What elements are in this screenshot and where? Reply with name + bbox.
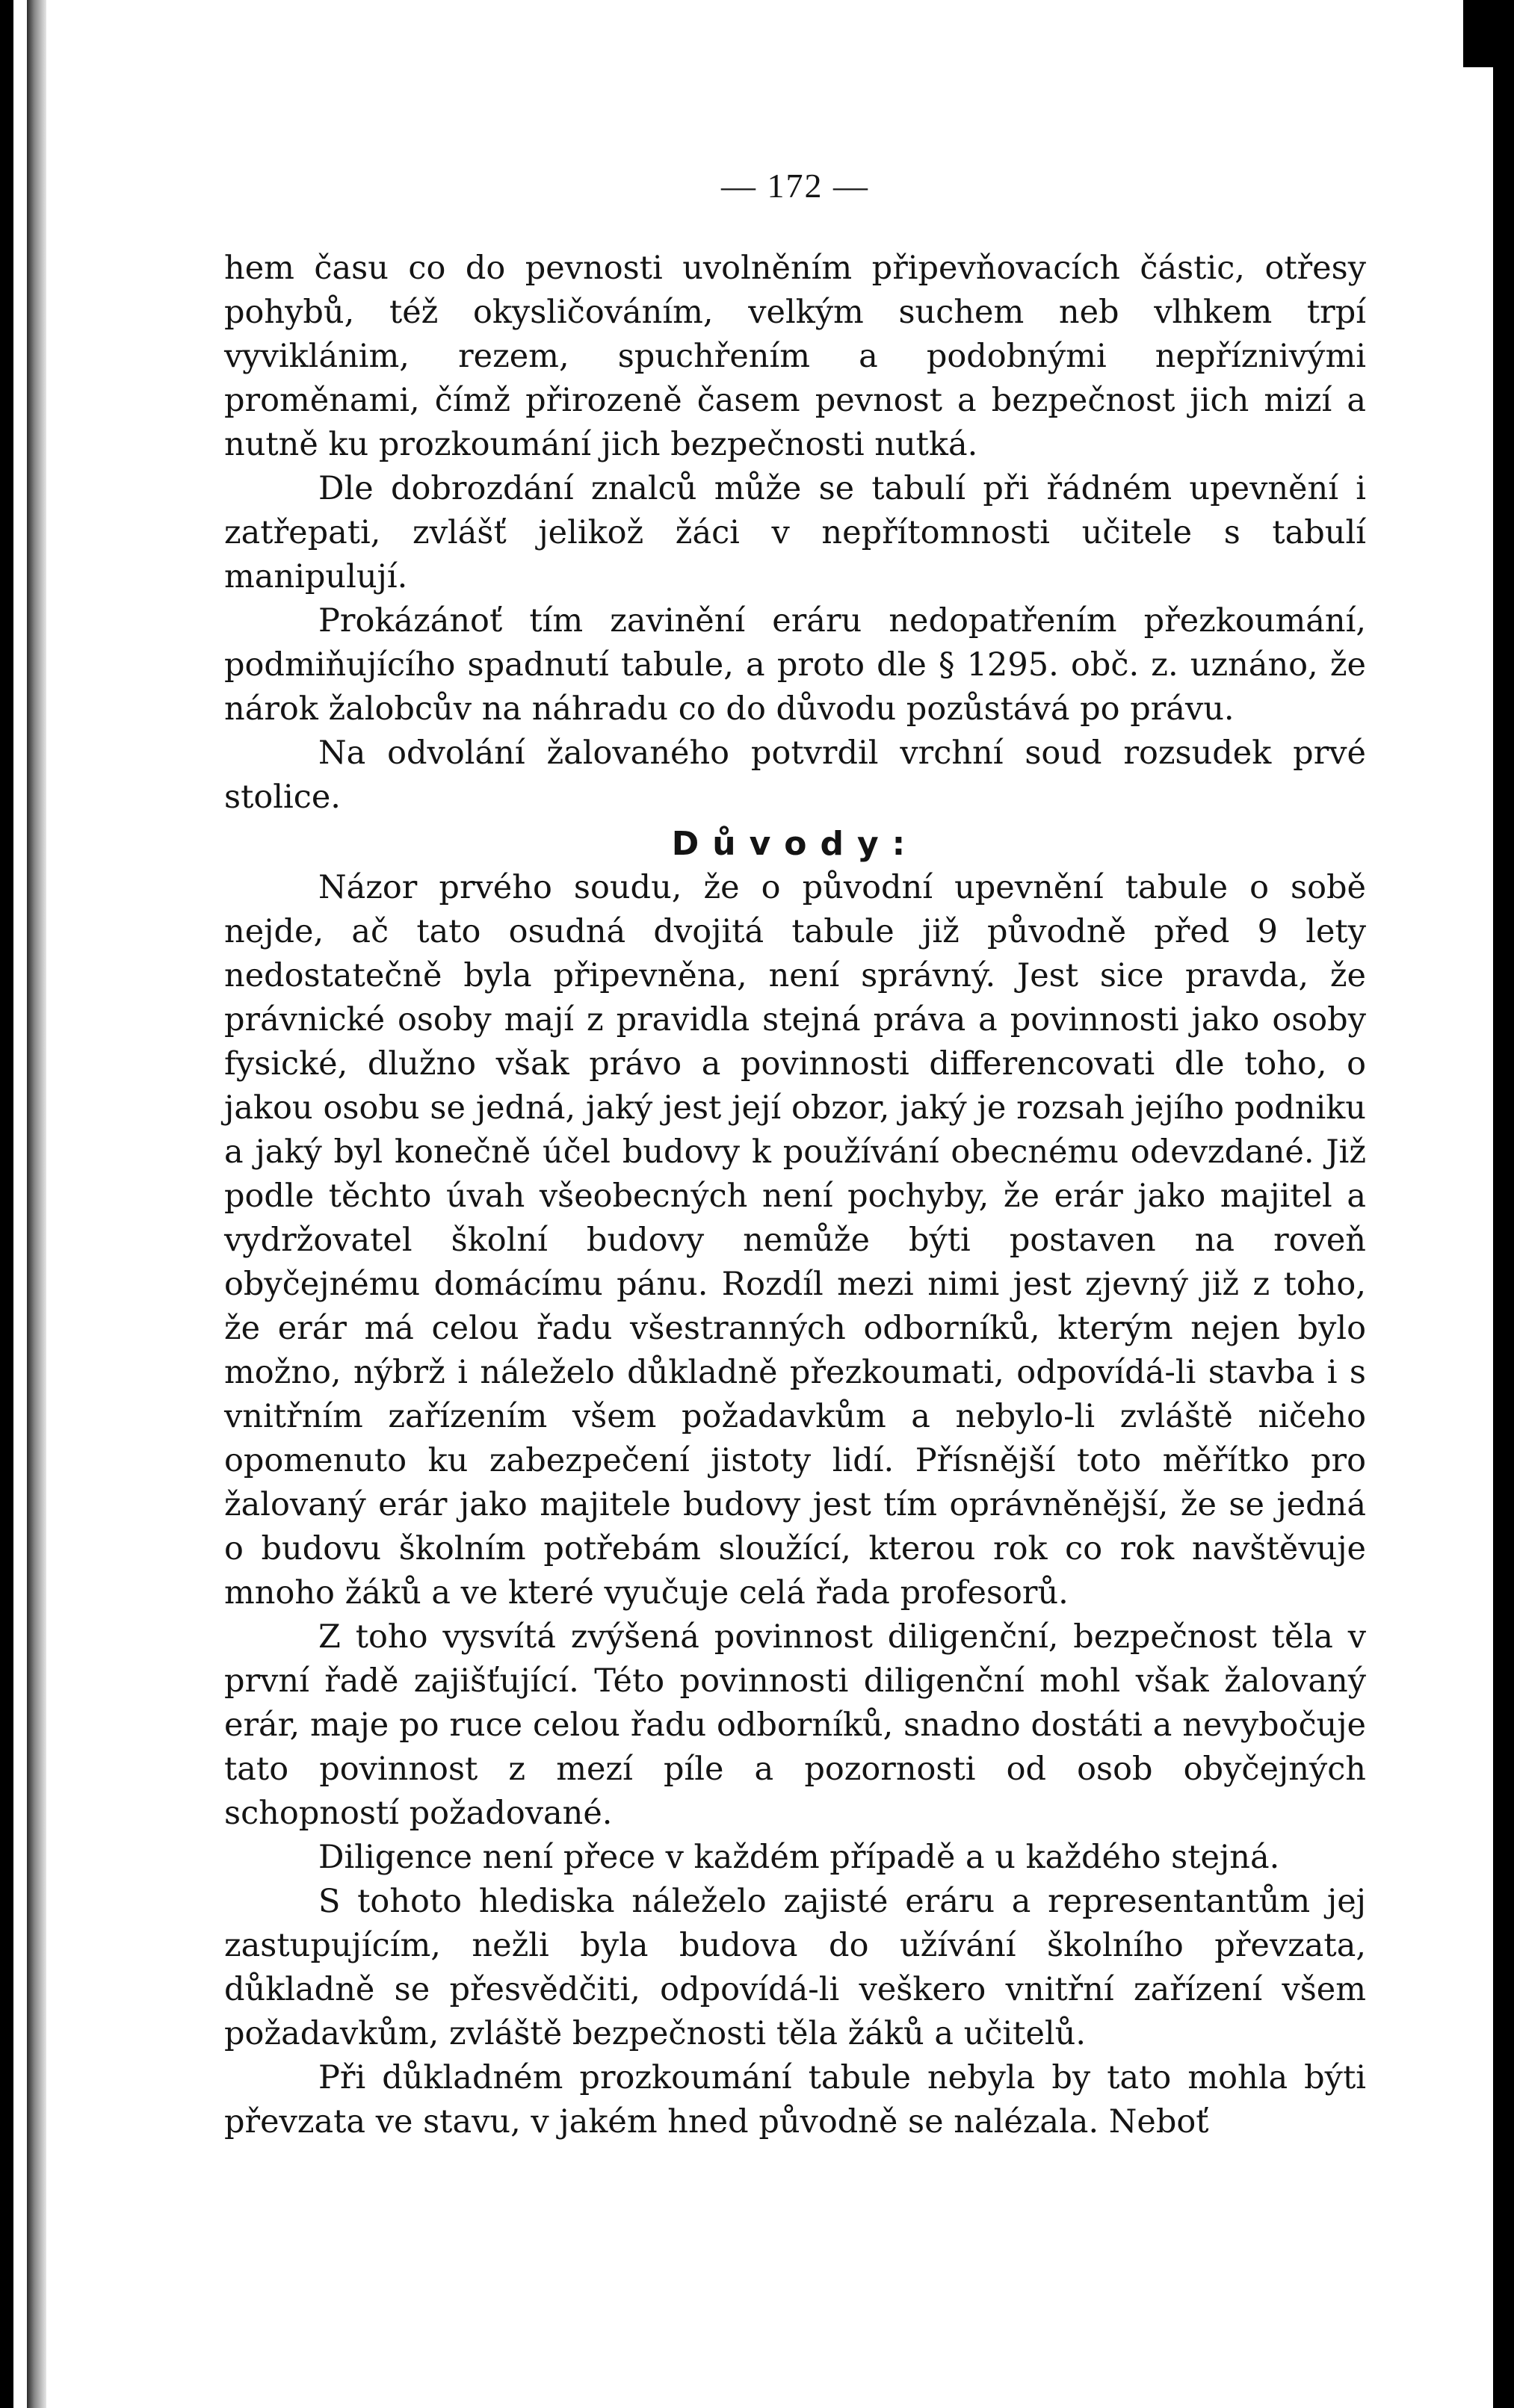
paragraph: S tohoto hlediska náleželo zajisté eráru a representantům jej zastupujícím, nežli byla budova do užívání školního převzata, důkladně se přesvědčiti, odpovídá-li veškero vnitřní zařízení všem požadavkům, zvláště bezpečnosti těla žáků a učitelů. xyxy=(224,1883,1366,2052)
page-binding-edge xyxy=(27,0,46,2408)
paragraph: Názor prvého soudu, že o původní upevnění tabule o sobě nejde, ač tato osudná dvojitá tabule již původně před 9 lety nedostatečně byla připevněna, není správný. Jest sice pravda, že právnické osoby mají z pravidla stejná práva a povinnosti jako osoby fysické, dlužno však právo a povinnosti differencovati dle toho, o jakou osobu se jedná, jaký jest její obzor, jaký je rozsah jejího podniku a jaký byl konečně účel budovy k používání obecnému odevzdané. Již podle těchto úvah všeobecných není pochyby, že erár jako majitel a vydržovatel školní budovy nemůže býti postaven na roveň obyčejnému domácímu pánu. Rozdíl mezi nimi jest zjevný již z toho, že erár má celou řadu všestranných odborníků, kterým nejen bylo možno, nýbrž i náleželo důkladně přezkoumati, odpovídá-li stavba i s vnitřním zařízením všem požadavkům a nebylo-li zvláště ničeho opomenuto ku zabezpečení jistoty lidí. Přísnější toto měřítko pro žalovaný erár jako majitele budovy jest tím oprávněnější, že se jedná o budovu školním potřebám sloužící, kterou rok co rok navštěvuje mnoho žáků a ve které vyučuje celá řada profesorů. xyxy=(224,869,1366,1612)
paragraph: Prokázánoť tím zavinění eráru nedopatřením přezkoumání, podmiňujícího spadnutí tabule, a proto dle § 1295. obč. z. uznáno, že nárok žalobcův na náhradu co do důvodu pozůstává po právu. xyxy=(224,602,1366,728)
section-heading: Důvody: xyxy=(671,825,919,863)
scan-corner xyxy=(1463,0,1493,67)
paragraph: Na odvolání žalovaného potvrdil vrchní soud rozsudek prvé stolice. xyxy=(224,734,1366,816)
page-number: — 172 — xyxy=(721,167,869,205)
paragraph: hem času co do pevnosti uvolněním připevňovacích částic, otřesy pohybů, též okysličováním, velkým suchem neb vlhkem trpí vyviklánim, rezem, spuchřením a podobnými nepříznivými proměnami, čímž přirozeně časem pevnost a bezpečnost jich mizí a nutně ku prozkoumání jich bezpečnosti nutká. xyxy=(224,250,1366,463)
paragraph: Diligence není přece v každém případě a u každého stejná. xyxy=(318,1839,1280,1876)
paragraph: Při důkladném prozkoumání tabule nebyla by tato mohla býti převzata ve stavu, v jakém hned původně se nalézala. Neboť xyxy=(224,2059,1366,2141)
document-page xyxy=(13,0,1493,2408)
paragraph: Dle dobrozdání znalců může se tabulí při řádném upevnění i zatřepati, zvlášť jelikož žáci v nepřítomnosti učitele s tabulí manipulují. xyxy=(224,470,1366,595)
paragraph: Z toho vysvítá zvýšená povinnost diligenční, bezpečnost těla v první řadě zajišťující. Této povinnosti diligenční mohl však žalovaný erár, maje po ruce celou řadu odborníků, snadno dostáti a nevybočuje tato povinnost z mezí píle a pozornosti od osob obyčejných schopností požadované. xyxy=(224,1618,1366,1832)
body-text xyxy=(224,247,1366,2144)
